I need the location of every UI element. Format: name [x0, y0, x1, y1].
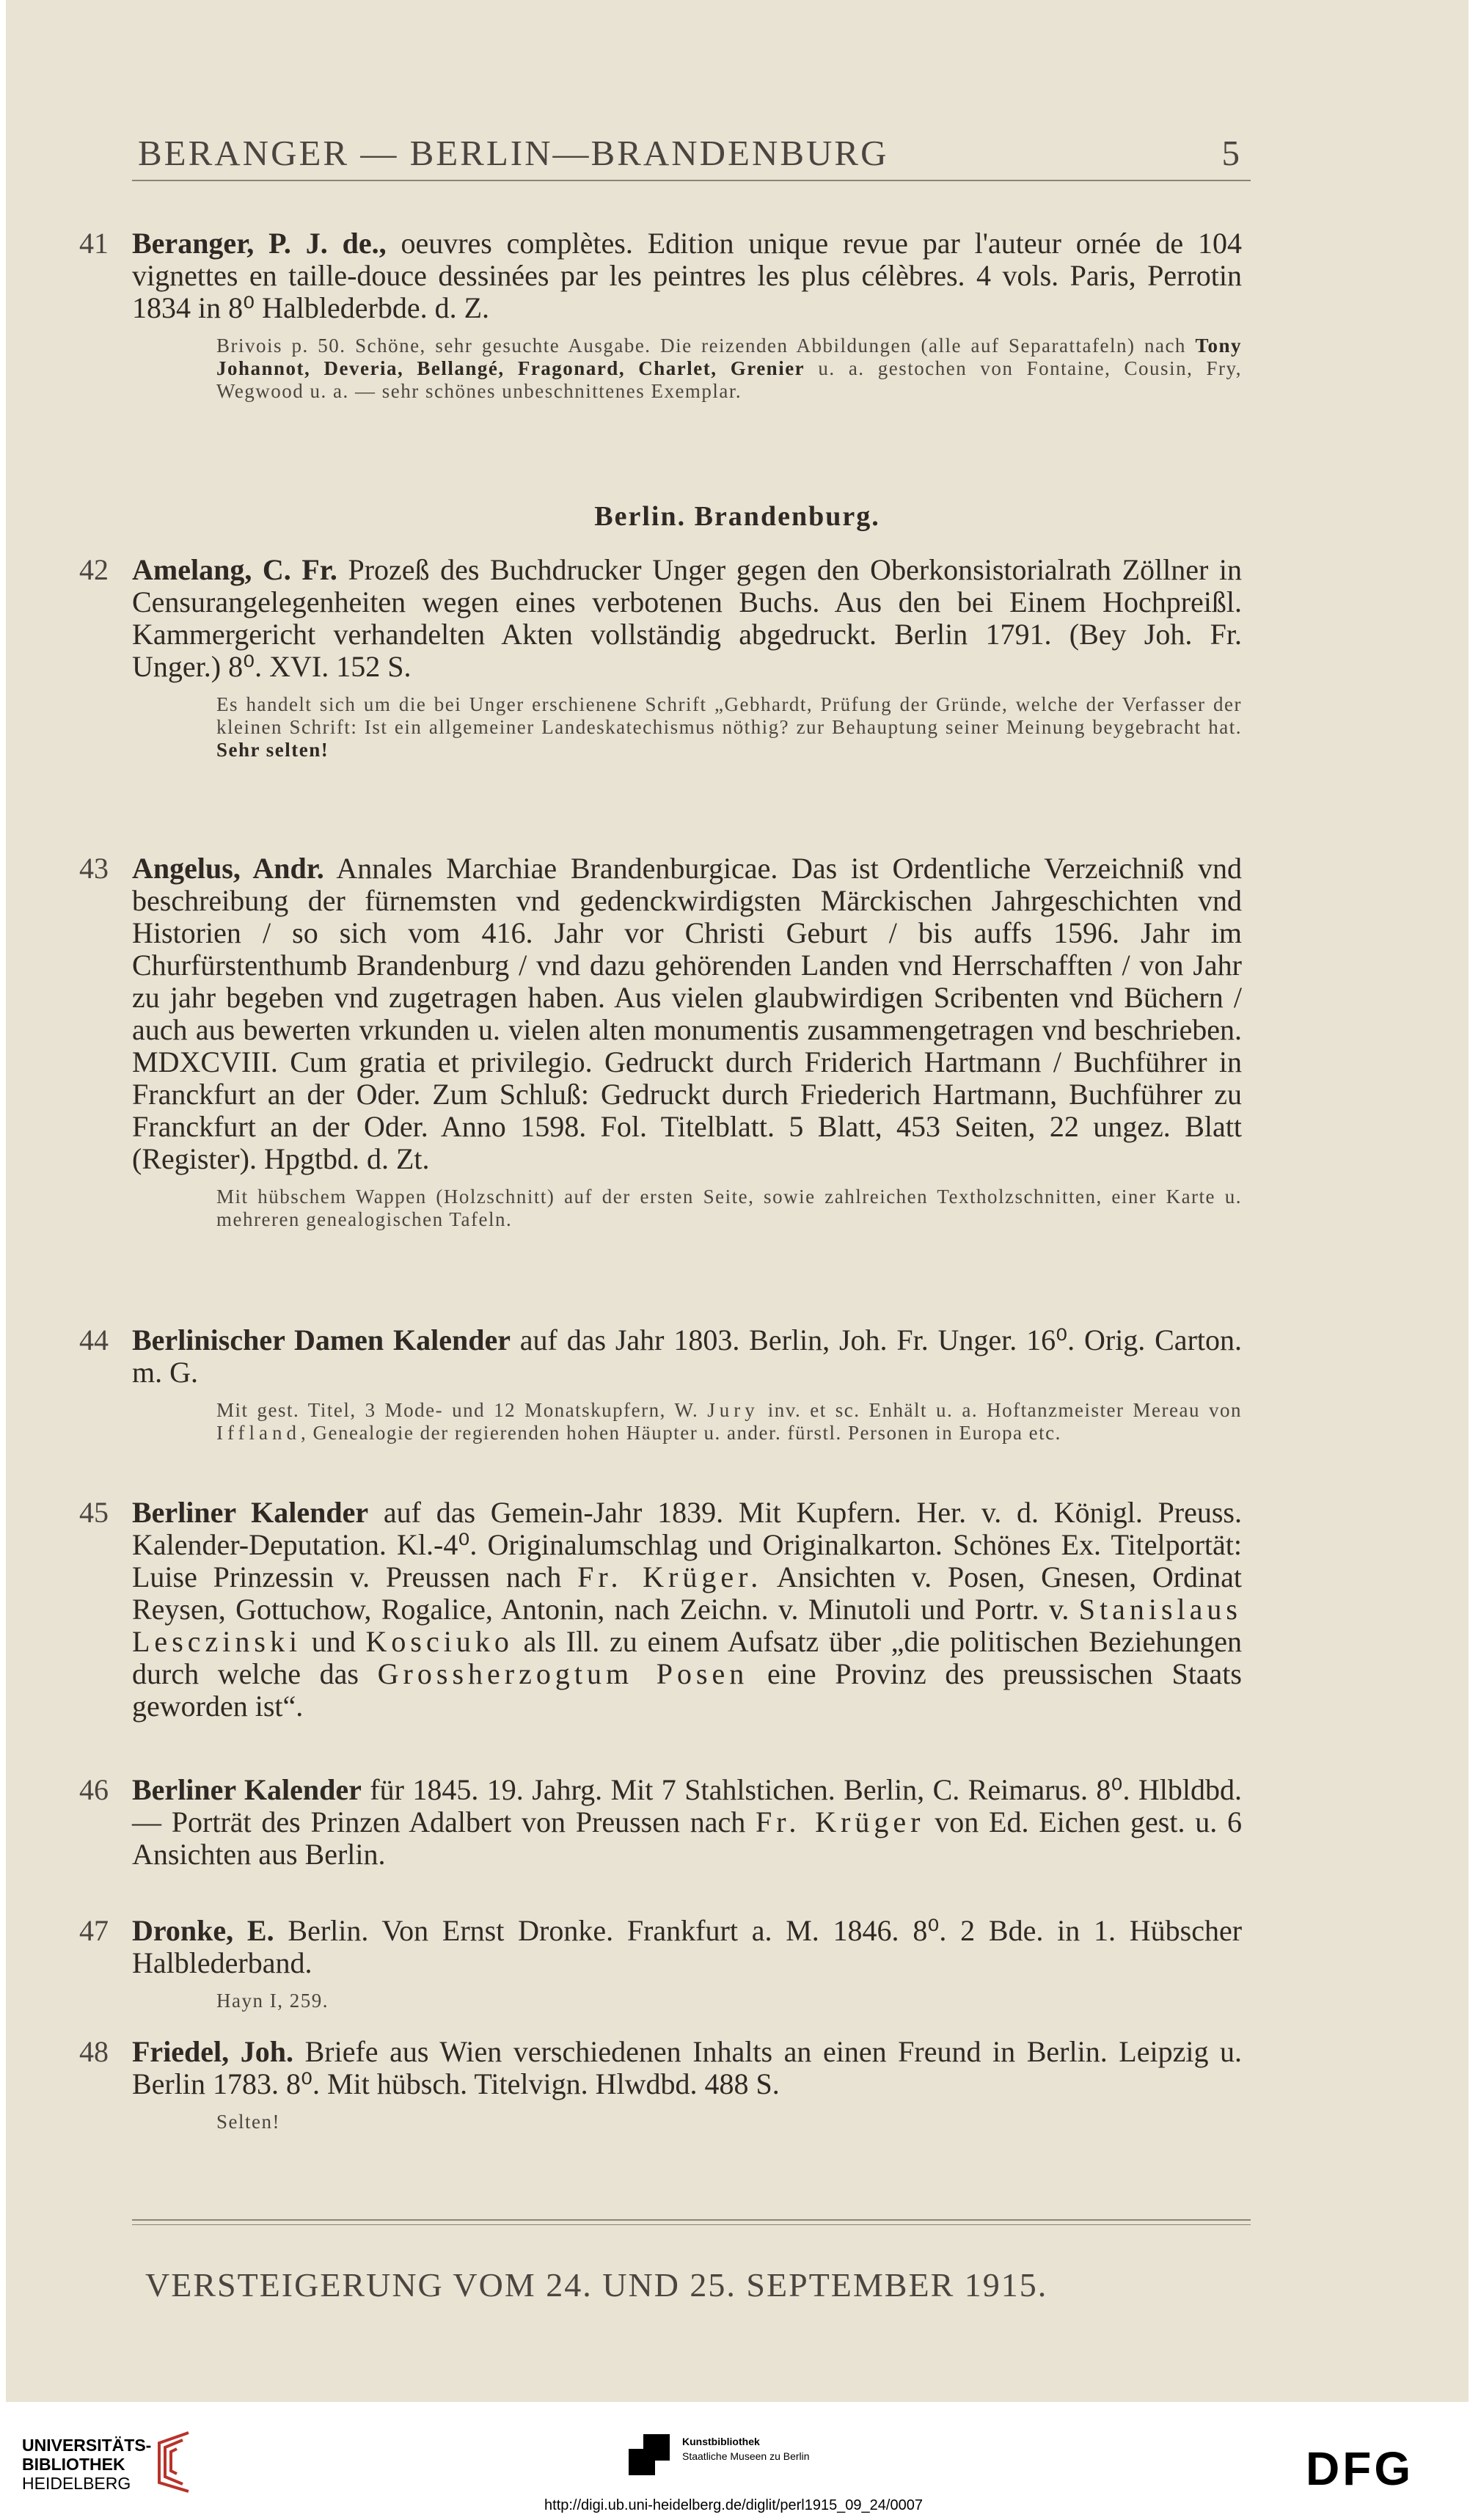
entry-note — [216, 693, 1242, 762]
entry-text — [132, 2036, 1242, 2133]
entry-note — [216, 1186, 1242, 1231]
entry-description: auf das Gemein-Jahr 1839. Mit Kupfern. Her. v. d. Königl. Preuss. Kalender-Deputation. Kl.-4⁰. Originalumschlag und Originalkarton. Schönes Ex. Titelportät: Luise Prinzessin v. Preussen nach — [132, 1496, 1242, 1593]
running-header — [138, 132, 1242, 174]
entry-description: Berlin. Von Ernst Dronke. Frankfurt a. M. 1846. 8⁰. 2 Bde. in 1. Hübscher Halblederband. — [132, 1914, 1243, 1979]
scanned-page — [6, 0, 1469, 2402]
entry-number: 44 — [79, 1323, 109, 1356]
entry-description: Prozeß des Buchdrucker Unger gegen den Oberkonsistorialrath Zöllner in Censurangelegenheiten wegen eines verbotenen Buchs. Aus den bei Einem Hochpreißl. Kammergericht verhandelten Akten vollständig abgedruckt. Berlin 1791. (Bey Joh. Fr. Unger.) 8⁰. XVI. 152 S. — [132, 553, 1242, 683]
entry-text — [132, 1774, 1242, 1871]
entry-author: Beranger, P. J. de., — [132, 227, 387, 260]
entry-description: Annales Marchiae Brandenburgicae. Das ist Ordentliche Verzeichniß vnd beschreibung der fürnemsten vnd gedenckwirdigsten Märckischen Jahrgeschichten vnd Historien / so sich vom 416. Jahr vor Christi Geburt / bis auffs 1596. Jahr im Churfürstenthumb Brandenburg / vnd dazu gehörenden Landen vnd Herrschafften / von Jahr zu jahr begeben vnd zugetragen haben. Aus vielen glaubwirdigen Scribenten vnd Büchern / auch aus bewerten vrkunden u. vielen alten monumentis zusammengetragen vnd beschrieben. MDXCVIII. Cum gratia et privilegio. Gedruckt durch Friderich Hartmann / Buchführer in Franckfurt an der Oder. Zum Schluß: Gedruckt durch Friederich Hartmann, Buchführer zu Franckfurt an der Oder. Anno 1598. Fol. Titelblatt. 5 Blatt, 453 Seiten, 22 ungez. Blatt (Register). Hpgtbd. d. Zt. — [132, 852, 1243, 1175]
catalog-entry-43 — [79, 852, 1242, 1231]
entry-description: als Ill. zu einem Aufsatz über „die politischen Beziehungen durch welche das — [132, 1625, 1243, 1690]
entry-description: für 1845. 19. Jahrg. Mit 7 Stahlstichen. Berlin, C. Reimarus. 8⁰. Hlbldbd. — Porträt des Prinzen Adalbert von Preussen nach — [132, 1773, 1242, 1838]
entry-author: Amelang, C. Fr. — [132, 553, 337, 586]
logo-line: HEIDELBERG — [22, 2474, 131, 2493]
catalog-entry-41 — [79, 227, 1242, 403]
entry-author: Dronke, E. — [132, 1914, 274, 1947]
note-spaced-name: Iffland — [216, 1422, 301, 1444]
entry-text — [132, 1497, 1242, 1723]
university-emblem-icon — [143, 2428, 202, 2494]
catalog-entry-42 — [79, 554, 1242, 762]
entry-note — [216, 1399, 1242, 1445]
entry-text — [132, 1324, 1242, 1445]
header-title: BERANGER — BERLIN—BRANDENBURG — [138, 133, 889, 173]
auction-date-footer: VERSTEIGERUNG VOM 24. UND 25. SEPTEMBER 1915. — [145, 2266, 1048, 2304]
entry-author: Berlinischer Damen Kalender — [132, 1323, 511, 1356]
entry-number: 43 — [79, 852, 109, 885]
entry-note — [216, 1990, 1242, 2012]
spaced-name: Fr. Krüger. — [577, 1560, 763, 1593]
note-text: Hayn I, 259. — [216, 1990, 329, 2012]
entry-description: und — [311, 1625, 356, 1658]
entry-author: Friedel, Joh. — [132, 2035, 293, 2068]
logo-line: BIBLIOTHEK — [22, 2455, 125, 2474]
note-text: inv. et sc. Enhält u. a. Hoftanzmeister Mereau von — [767, 1399, 1243, 1421]
entry-number: 42 — [79, 553, 109, 586]
note-text: Brivois p. 50. Schöne, sehr gesuchte Ausgabe. Die reizenden Abbildungen (alle auf Separattafeln) nach — [216, 335, 1186, 357]
spaced-name: Fr. Krüger — [756, 1805, 925, 1838]
entry-note — [216, 2111, 1242, 2133]
entry-description: auf das Jahr 1803. Berlin, Joh. Fr. Unger. 16⁰. Orig. Carton. m. G. — [132, 1323, 1242, 1389]
catalog-entry-48 — [79, 2036, 1242, 2133]
page-number: 5 — [1221, 133, 1242, 173]
footer-rule-bottom — [132, 2224, 1251, 2225]
catalog-entry-45 — [79, 1497, 1242, 1723]
spaced-name: Grossherzogtum Posen — [377, 1657, 749, 1690]
footer-rule-top — [132, 2219, 1251, 2221]
note-text: Es handelt sich um die bei Unger erschienene Schrift „Gebhardt, Prüfung der Gründe, welche der Verfasser der kleinen Schrift: Ist ein allgemeiner Landeskatechismus nöthig? zur Behauptung seiner Meinung beygebracht hat. — [216, 693, 1242, 738]
entry-number: 45 — [79, 1496, 109, 1529]
entry-text — [132, 852, 1242, 1231]
logo-line: UNIVERSITÄTS- — [22, 2436, 152, 2455]
entry-text — [132, 1915, 1242, 2012]
kb-institution: Staatliche Museen zu Berlin — [682, 2450, 810, 2462]
kunstbibliothek-logo-icon[interactable] — [629, 2434, 670, 2475]
entry-description: von Ed. Eichen gest. u. 6 Ansichten aus Berlin. — [132, 1805, 1243, 1871]
kb-name: Kunstbibliothek — [682, 2436, 760, 2447]
entry-author: Berliner Kalender — [132, 1773, 362, 1806]
catalog-entry-44 — [79, 1324, 1242, 1445]
note-bold-text: Sehr selten! — [216, 739, 329, 761]
spaced-name: Kosciuko — [365, 1625, 513, 1658]
entry-author: Angelus, Andr. — [132, 852, 324, 885]
catalog-entry-47 — [79, 1915, 1242, 2012]
entry-description: oeuvres complètes. Edition unique revue par l'auteur ornée de 104 vignettes en taille-douce dessinées par les peintres les plus célèbres. 4 vols. Paris, Perrotin 1834 in 8⁰ Halblederbde. d. Z. — [132, 227, 1243, 324]
entry-text — [132, 554, 1242, 762]
provider-bar — [0, 2414, 1470, 2520]
entry-note — [216, 335, 1242, 403]
note-text: , Genealogie der regierenden hohen Häupter u. ander. fürstl. Personen in Europa etc. — [300, 1422, 1061, 1444]
dfg-logo[interactable]: DFG — [1306, 2442, 1414, 2495]
note-text: Mit hübschem Wappen (Holzschnitt) auf der ersten Seite, sowie zahlreichen Textholzschnitten, einer Karte u. mehreren genealogischen Tafeln. — [216, 1186, 1242, 1230]
permalink-url[interactable]: http://digi.ub.uni-heidelberg.de/diglit/perl1915_09_24/0007 — [544, 2497, 923, 2513]
entry-number: 46 — [79, 1773, 109, 1806]
header-rule — [132, 180, 1251, 181]
entry-description: Ansichten v. Posen, Gnesen, Ordinat Reysen, Gottuchow, Rogalice, Antonin, nach Zeichn. v. Minutoli und Portr. v. — [132, 1560, 1243, 1626]
note-bold-text: Tony Johannot, Deveria, Bellangé, Fragonard, Charlet, Grenier — [216, 335, 1243, 379]
entry-author: Berliner Kalender — [132, 1496, 369, 1529]
kunstbibliothek-label — [682, 2434, 810, 2464]
note-text: u. a. gestochen von Fontaine, Cousin, Fry, Wegwood u. a. — sehr schönes unbeschnittenes Exemplar. — [216, 357, 1243, 402]
spaced-name: Stanislaus Lesczinski — [132, 1593, 1242, 1658]
catalog-entry-46 — [79, 1774, 1242, 1871]
entry-number: 48 — [79, 2035, 109, 2068]
section-heading: Berlin. Brandenburg. — [594, 501, 880, 532]
note-text: Selten! — [216, 2111, 280, 2133]
entry-description: Briefe aus Wien verschiedenen Inhalts an einen Freund in Berlin. Leipzig u. Berlin 1783. 8⁰. Mit hübsch. Titelvign. Hlwdbd. 488 S. — [132, 2035, 1243, 2100]
entry-text — [132, 227, 1242, 403]
entry-number: 47 — [79, 1914, 109, 1947]
entry-description: eine Provinz des preussischen Staats geworden ist“. — [132, 1657, 1242, 1723]
entry-number: 41 — [79, 227, 109, 260]
note-spaced-name: Jury — [707, 1399, 759, 1421]
note-text: Mit gest. Titel, 3 Mode- und 12 Monatskupfern, W. — [216, 1399, 699, 1421]
